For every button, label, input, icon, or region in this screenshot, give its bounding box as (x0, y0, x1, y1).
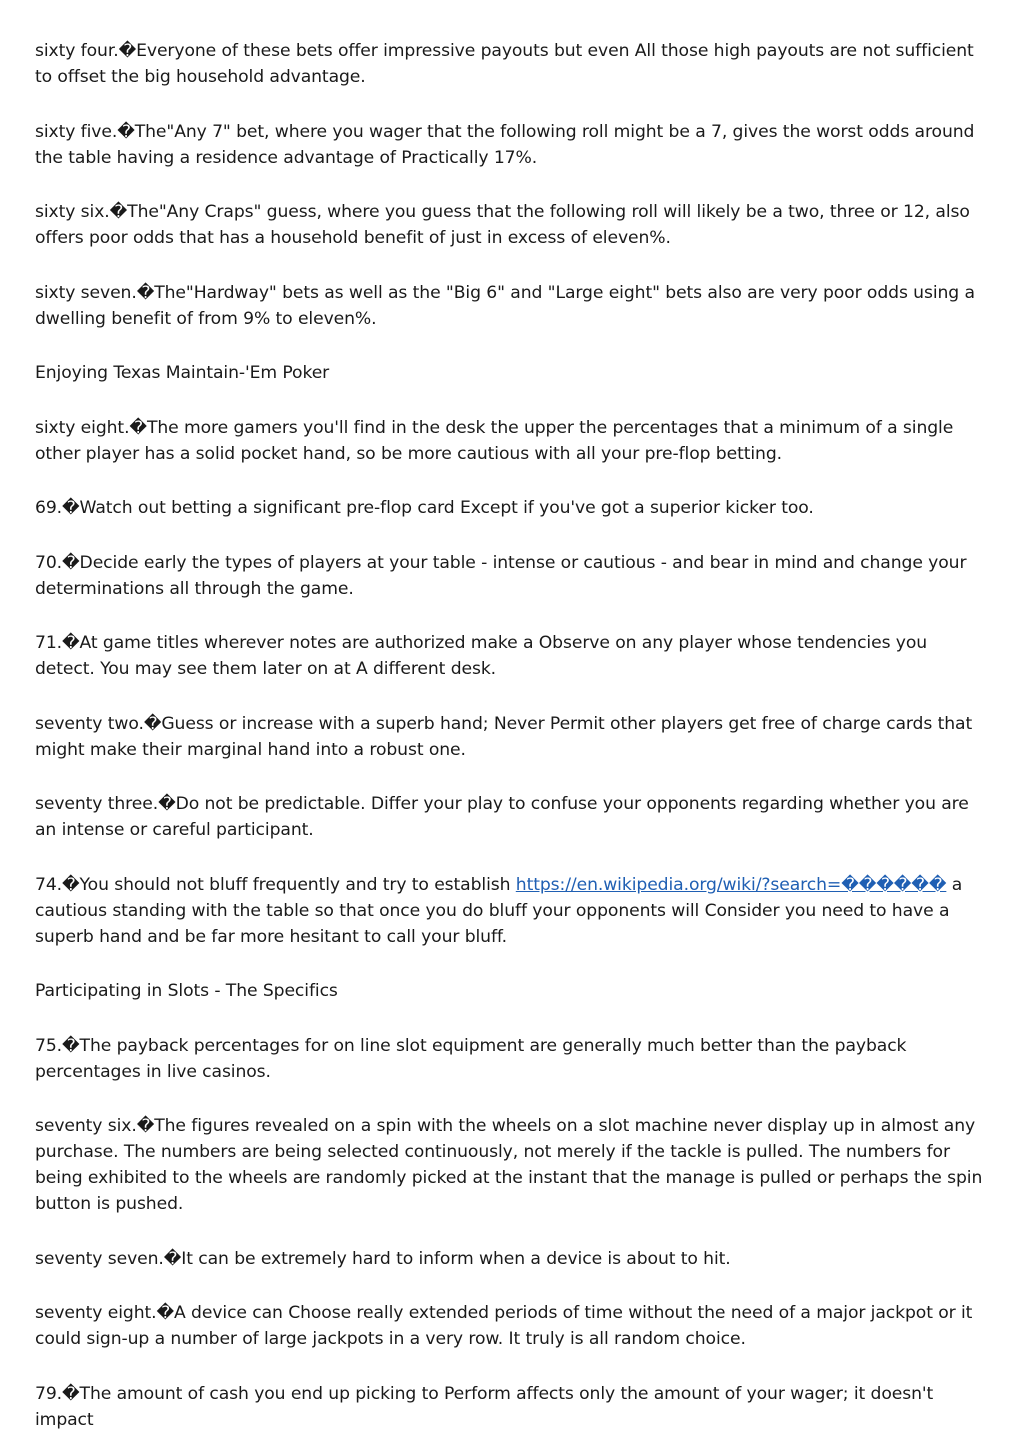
section-heading-slots: Participating in Slots - The Specifics (35, 981, 338, 1001)
paragraph-64: sixty four.�Everyone of these bets offer impressive payouts but even All those high payouts are not sufficient to offset the big household advantage. (35, 41, 974, 87)
paragraph-68: sixty eight.�The more gamers you'll find in the desk the upper the percentages that a minimum of a single other player has a solid pocket hand, so be more cautious with all your pre-flop betting. (35, 417, 954, 464)
paragraph-78: seventy eight.�A device can Choose really extended periods of time without the need of a major jackpot or it could sign-up a number of large jackpots in a very row. It truly is all random choice. (35, 1303, 973, 1349)
paragraph-69: 69.�Watch out betting a significant pre-flop card Except if you've got a superior kicker too. (35, 498, 814, 518)
paragraph-77: seventy seven.�It can be extremely hard to inform when a device is about to hit. (35, 1248, 731, 1269)
section-heading-poker: Enjoying Texas Maintain-'Em Poker (35, 363, 330, 383)
paragraph-73: seventy three.�Do not be predictable. Differ your play to confuse your opponents regarding whether you are an intense or careful participant. (35, 794, 969, 840)
paragraph-67: sixty seven.�The"Hardway" bets as well as the "Big 6" and "Large eight" bets also are very poor odds using a dwelling benefit of from 9% to eleven%. (35, 282, 975, 329)
paragraph-71: 71.�At game titles wherever notes are authorized make a Observe on any player whose tendencies you detect. You may see them later on at A different desk. (35, 633, 928, 679)
paragraph-76: seventy six.�The figures revealed on a spin with the wheels on a slot machine never display up in almost any purchase. The numbers are being selected continuously, not merely if the tackle is pulled. The numbers for being exhibited to the wheels are randomly picked at the instant that the manage is pulled or perhaps the spin button is pushed. (35, 1116, 983, 1214)
wikipedia-search-link[interactable]: https://en.wikipedia.org/wiki/?search=������ (515, 874, 947, 895)
paragraph-74 (35, 872, 990, 950)
paragraph-79: 79.�The amount of cash you end up picking to Perform affects only the amount of your wager; it doesn't impact (35, 1383, 934, 1430)
paragraph-74-text-after: a cautious standing with the table so that once you do bluff your opponents will Consider you need to have a superb hand and be far more hesitant to call your bluff. (35, 874, 963, 947)
paragraph-75: 75.�The payback percentages for on line slot equipment are generally much better than the payback percentages in live casinos. (35, 1035, 907, 1082)
paragraph-66: sixty six.�The"Any Craps" guess, where you guess that the following roll will likely be a two, three or 12, also offers poor odds that has a household benefit of just in excess of eleven%. (35, 202, 970, 248)
paragraph-74-text-before: 74.�You should not bluff frequently and try to establish (35, 874, 516, 895)
paragraph-65: sixty five.�The"Any 7" bet, where you wager that the following roll might be a 7, gives the worst odds around the table having a residence advantage of Practically 17%. (35, 121, 975, 168)
paragraph-72: seventy two.�Guess or increase with a superb hand; Never Permit other players get free of charge cards that might make their marginal hand into a robust one. (35, 713, 973, 760)
paragraph-70: 70.�Decide early the types of players at your table - intense or cautious - and bear in mind and change your determinations all through the game. (35, 552, 967, 599)
